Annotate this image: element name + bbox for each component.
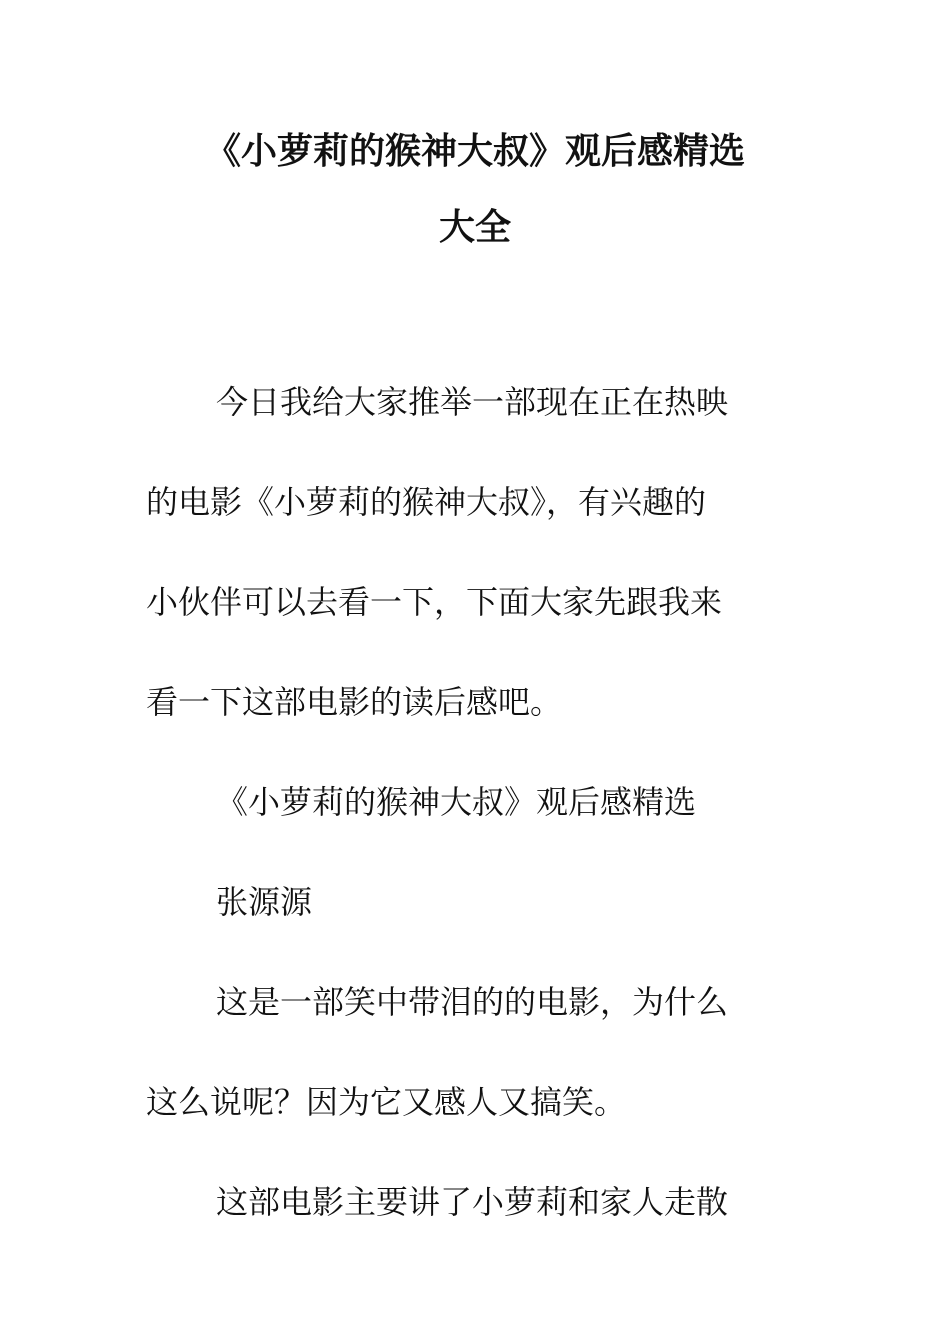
document-title-line-2: 大全 xyxy=(438,207,511,248)
document-body xyxy=(146,352,786,1252)
subtitle: 《小萝莉的猴神大叔》观后感精选 xyxy=(216,783,697,821)
paragraph-1-line-2: 的电影《小萝莉的猴神大叔》，有兴趣的 xyxy=(146,483,707,521)
paragraph-2-line-1: 这是一部笑中带泪的的电影，为什么 xyxy=(216,983,729,1021)
paragraph-2-line-2: 这么说呢？因为它又感人又搞笑。 xyxy=(146,1083,627,1121)
paragraph-3-line-1: 这部电影主要讲了小萝莉和家人走散 xyxy=(216,1183,729,1221)
paragraph-1-line-4: 看一下这部电影的读后感吧。 xyxy=(146,683,563,721)
paragraph-1-line-1: 今日我给大家推举一部现在正在热映 xyxy=(216,383,729,421)
document-title-line-1: 《小萝莉的猴神大叔》观后感精选 xyxy=(204,131,745,172)
author: 张源源 xyxy=(216,883,313,921)
paragraph-1-line-3: 小伙伴可以去看一下，下面大家先跟我来 xyxy=(146,583,723,621)
